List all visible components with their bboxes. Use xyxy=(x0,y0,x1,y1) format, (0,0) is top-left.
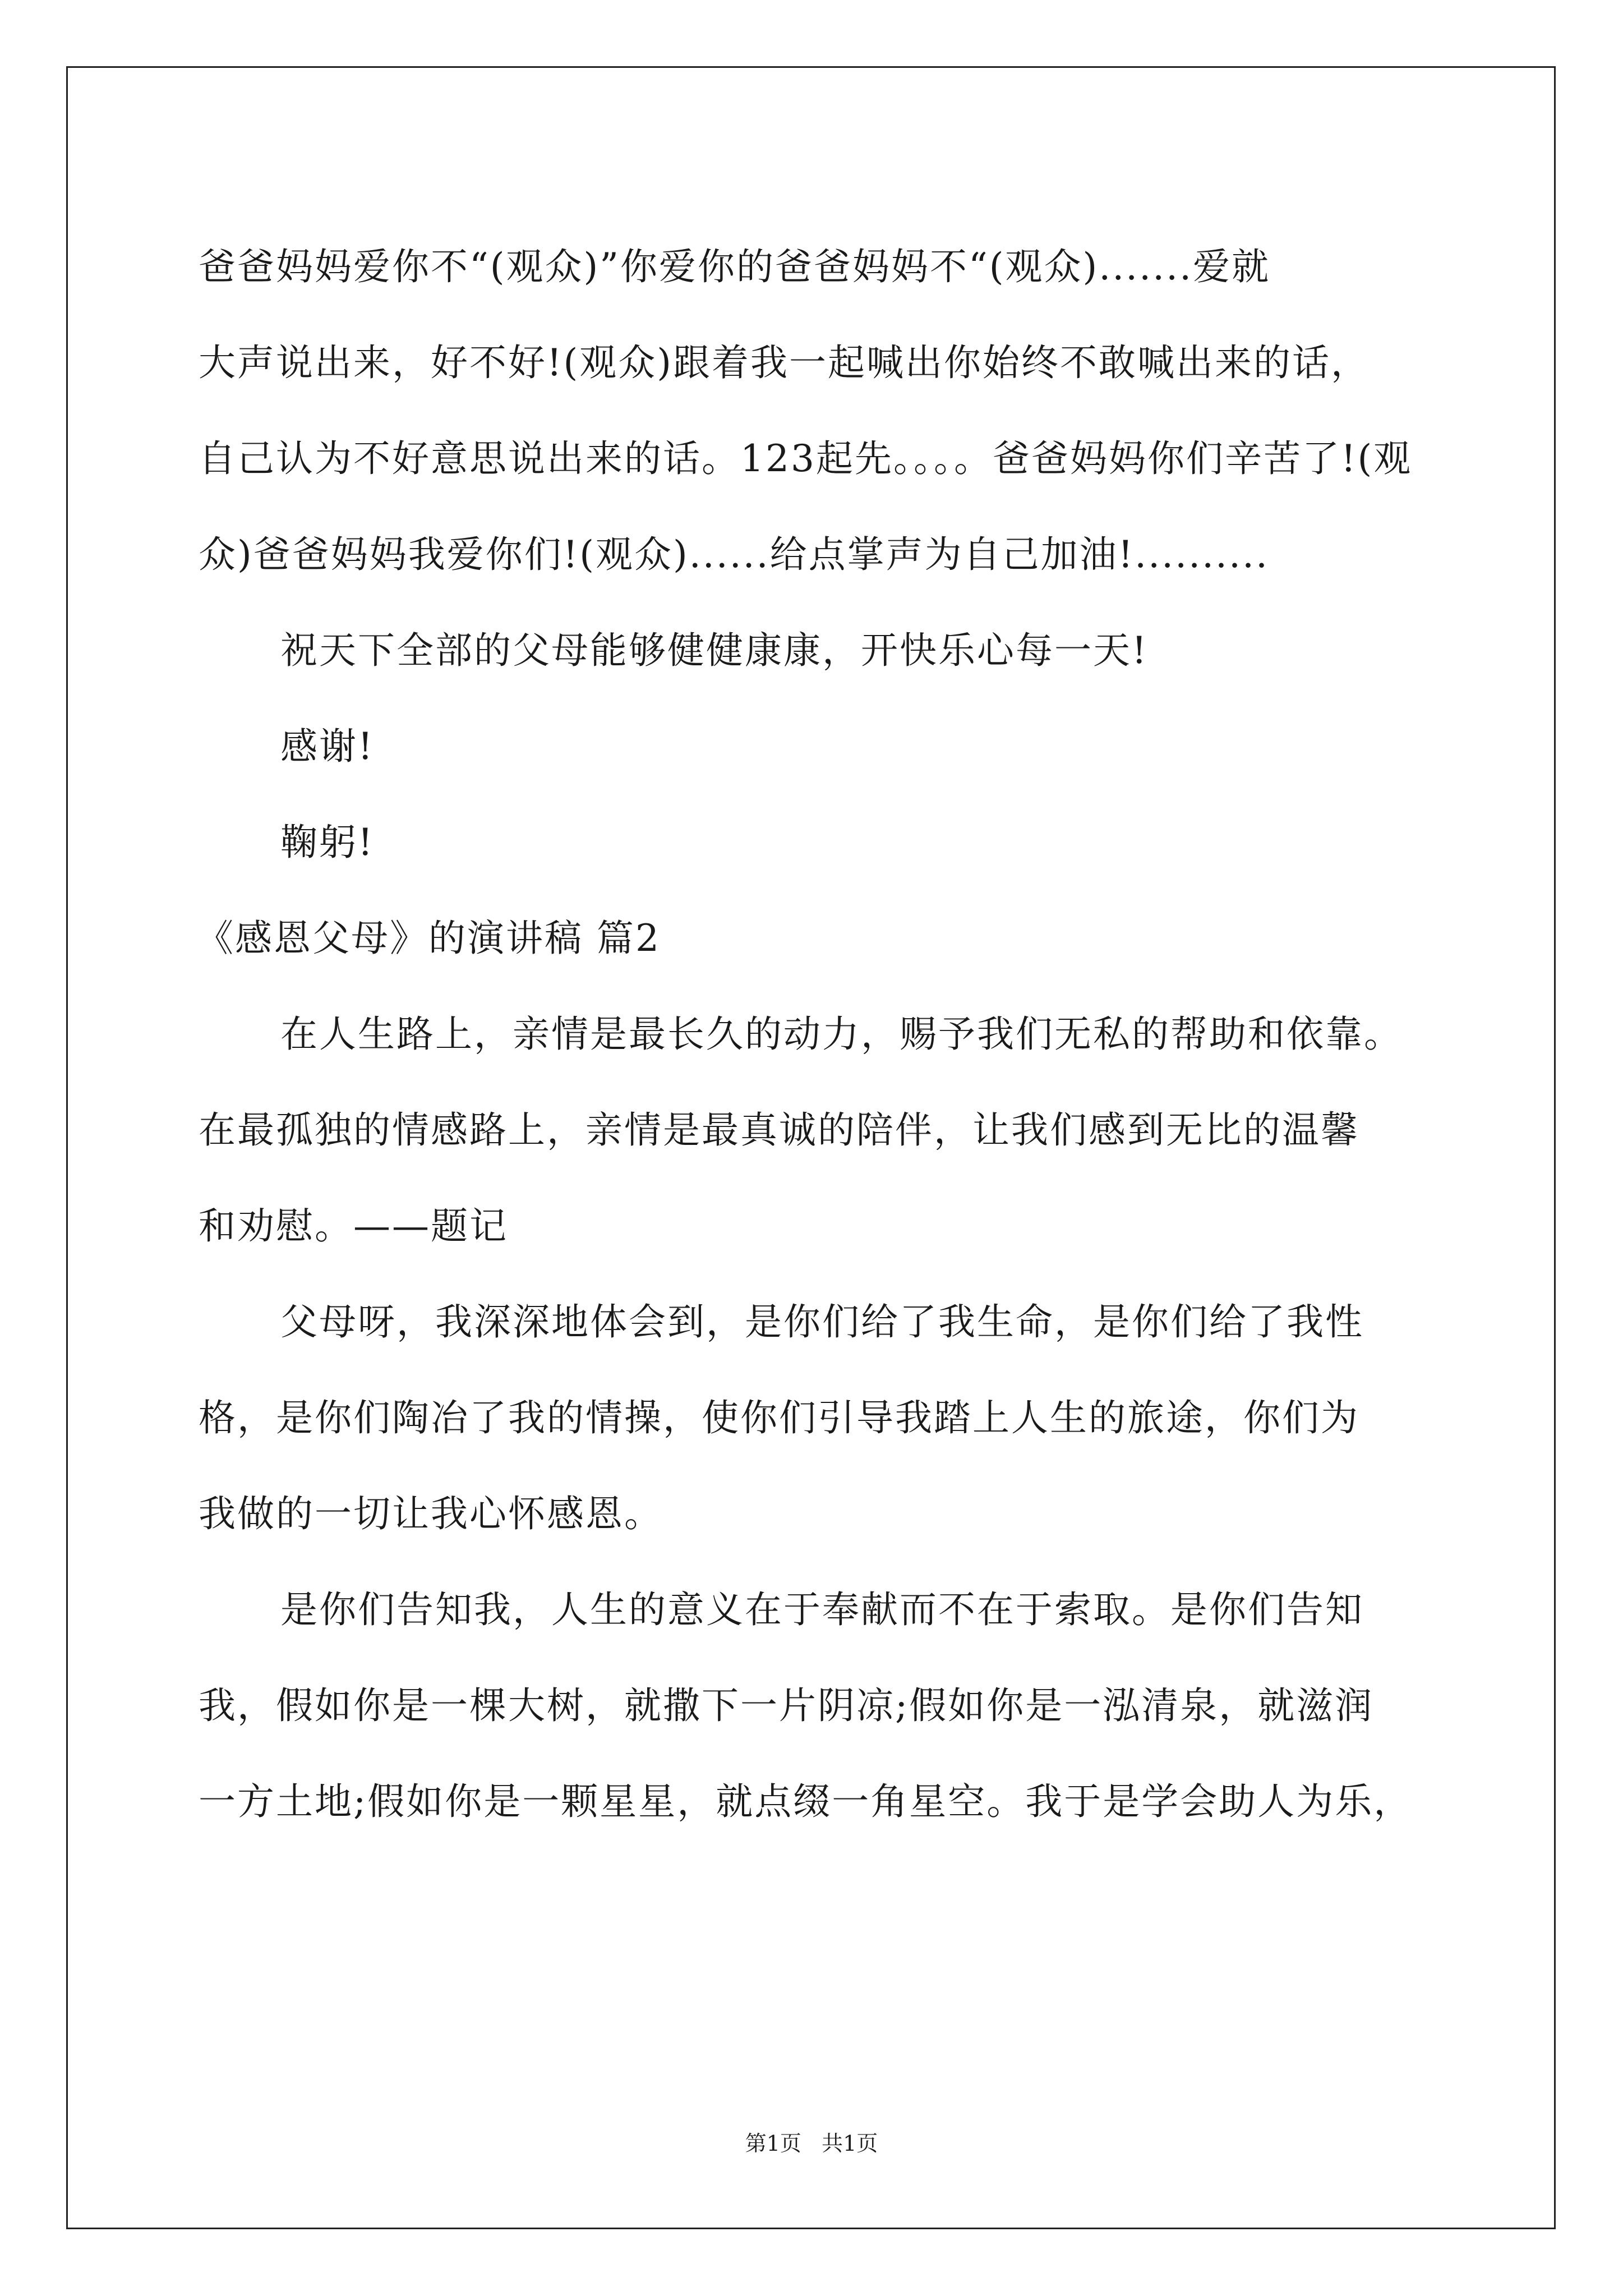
section-heading: 《感恩父母》的演讲稿 篇2 xyxy=(196,917,661,960)
paragraph-line: 是你们告知我，人生的意义在于奉献而不在于索取。是你们告知 xyxy=(280,1588,1364,1631)
page-footer xyxy=(0,2126,1623,2157)
page-total: 共1页 xyxy=(822,2131,878,2156)
paragraph-line: 我做的一切让我心怀感恩。 xyxy=(199,1492,663,1535)
paragraph-line: 和劝慰。——题记 xyxy=(199,1204,508,1248)
paragraph-line: 父母呀，我深深地体会到，是你们给了我生命，是你们给了我性 xyxy=(280,1300,1364,1343)
paragraph-line: 在人生路上，亲情是最长久的动力，赐予我们无私的帮助和依靠。 xyxy=(280,1013,1403,1056)
paragraph-line: 自己认为不好意思说出来的话。123起先。。。。爸爸妈妈你们辛苦了!(观 xyxy=(199,437,1413,480)
document-body xyxy=(196,219,1432,1849)
paragraph-line: 感谢! xyxy=(280,725,375,768)
paragraph-line: 在最孤独的情感路上，亲情是最真诚的陪伴，让我们感到无比的温馨 xyxy=(199,1108,1359,1152)
paragraph-line: 一方土地;假如你是一颗星星，就点缀一角星空。我于是学会助人为乐， xyxy=(199,1780,1413,1823)
paragraph-line: 鞠躬! xyxy=(280,821,375,864)
paragraph-line: 大声说出来，好不好!(观众)跟着我一起喊出你始终不敢喊出来的话， xyxy=(199,341,1370,384)
paragraph-line: 爸爸妈妈爱你不“(观众)”你爱你的爸爸妈妈不“(观众).......爱就 xyxy=(199,245,1271,288)
paragraph-line: 祝天下全部的父母能够健健康康，开快乐心每一天! xyxy=(280,629,1149,672)
paragraph-line: 格，是你们陶冶了我的情操，使你们引导我踏上人生的旅途，你们为 xyxy=(199,1396,1359,1439)
page-number: 第1页 xyxy=(745,2131,801,2156)
paragraph-line: 众)爸爸妈妈我爱你们!(观众)......给点掌声为自己加油!.......... xyxy=(199,533,1269,576)
paragraph-line: 我，假如你是一棵大树，就撒下一片阴凉;假如你是一泓清泉，就滋润 xyxy=(199,1684,1374,1727)
